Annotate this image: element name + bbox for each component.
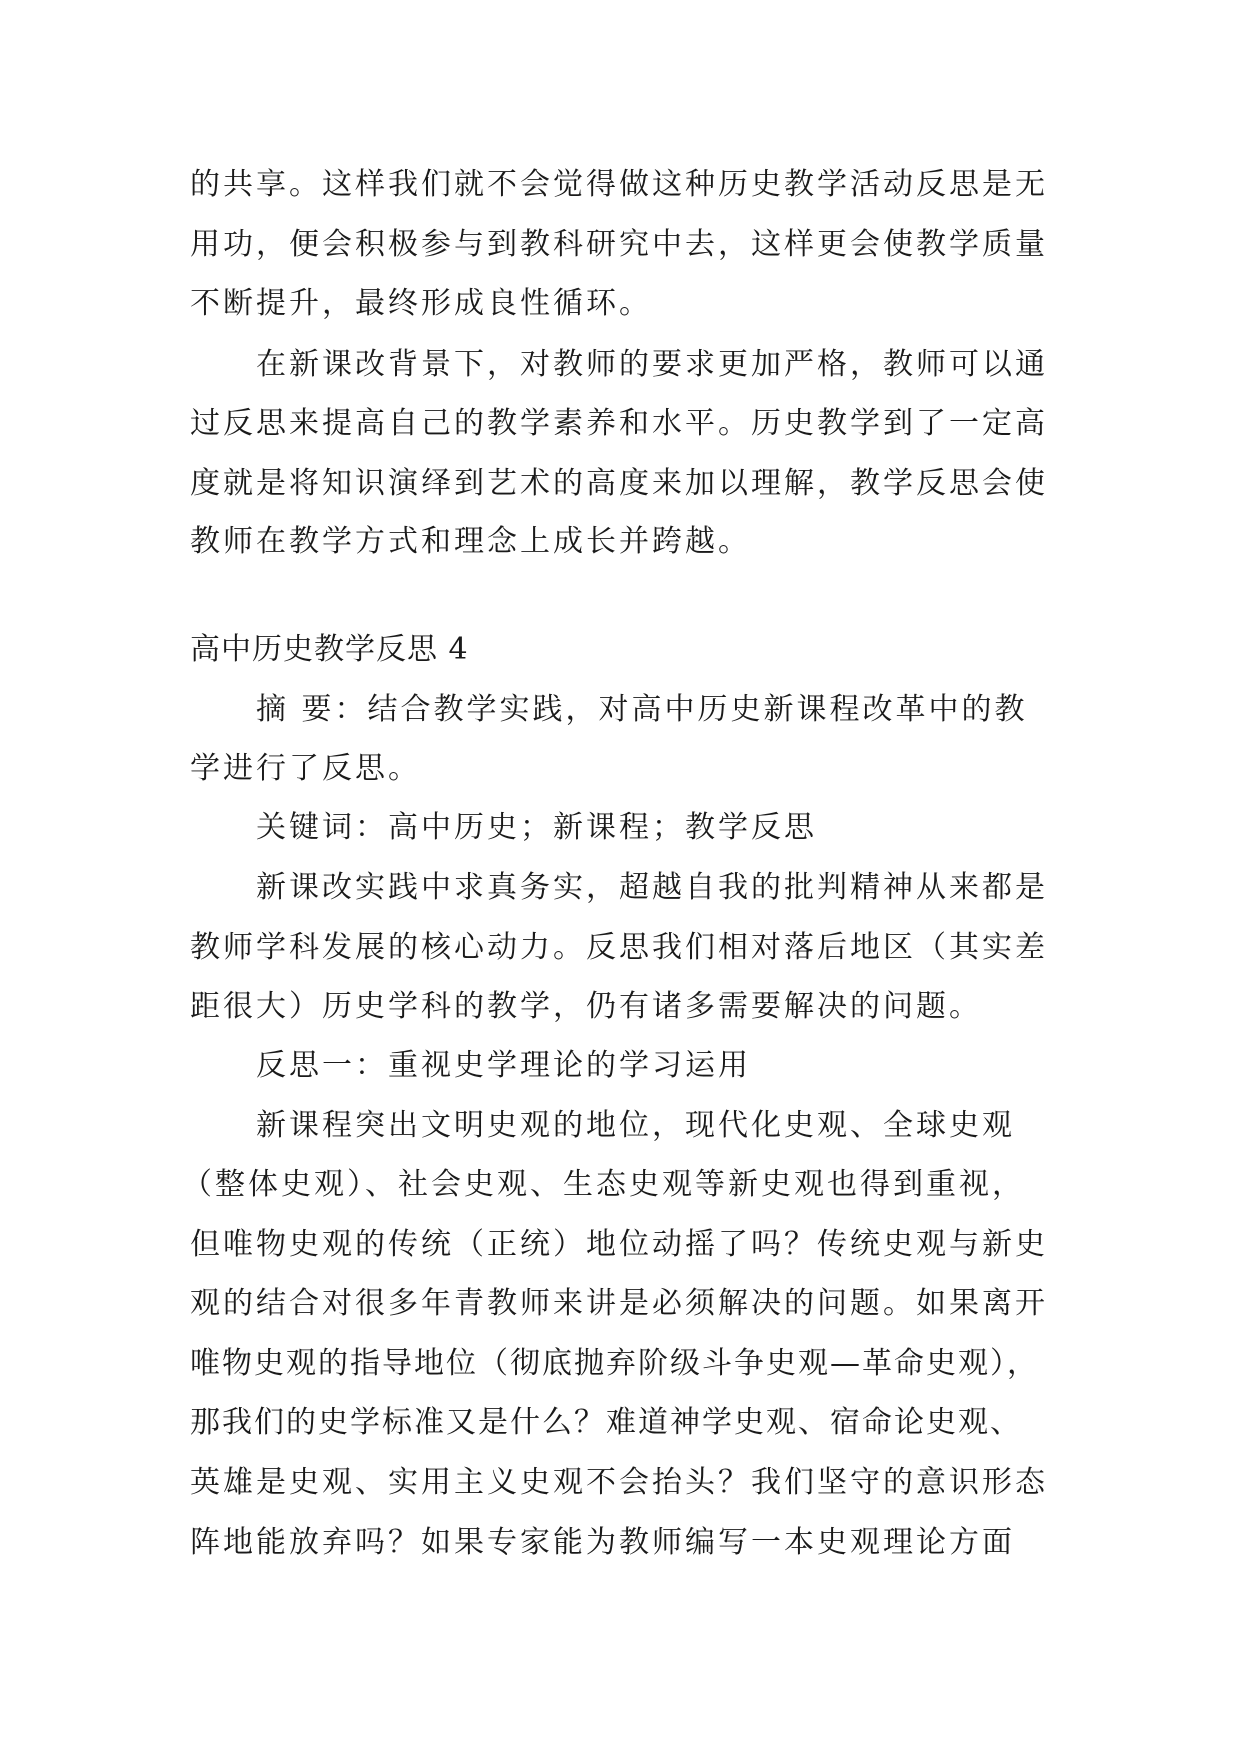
- body-text-line: 但唯物史观的传统（正统）地位动摇了吗？传统史观与新史: [190, 1227, 1048, 1262]
- body-text-line: 用功，便会积极参与到教科研究中去，这样更会使教学质量: [190, 227, 1048, 262]
- body-text-line: （整体史观）、社会史观、生态史观等新史观也得到重视，: [182, 1167, 1025, 1202]
- body-text-line: 观的结合对很多年青教师来讲是必须解决的问题。如果离开: [190, 1286, 1048, 1321]
- body-text-line: 过反思来提高自己的教学素养和水平。历史教学到了一定高: [190, 406, 1048, 441]
- subsection-heading: 反思一：重视史学理论的学习运用: [256, 1048, 751, 1083]
- paragraph-first-line: 新课改实践中求真务实，超越自我的批判精神从来都是: [256, 870, 1048, 905]
- body-text-line: 度就是将知识演绎到艺术的高度来加以理解，教学反思会使: [190, 466, 1048, 501]
- body-text-line: 距很大）历史学科的教学，仍有诸多需要解决的问题。: [190, 989, 982, 1024]
- paragraph-first-line: 新课程突出文明史观的地位，现代化史观、全球史观: [256, 1108, 1015, 1143]
- keywords-line: 关键词：高中历史；新课程；教学反思: [256, 810, 817, 845]
- body-text-line: 阵地能放弃吗？如果专家能为教师编写一本史观理论方面: [190, 1525, 1015, 1560]
- body-text-line: 不断提升，最终形成良性循环。: [190, 286, 652, 321]
- body-text-line: 那我们的史学标准又是什么？难道神学史观、宿命论史观、: [190, 1405, 1022, 1440]
- body-text-line: 唯物史观的指导地位（彻底抛弃阶级斗争史观—革命史观），: [190, 1346, 1039, 1381]
- body-text-line: 教师学科发展的核心动力。反思我们相对落后地区（其实差: [190, 930, 1048, 965]
- abstract-line: 摘 要：结合教学实践，对高中历史新课程改革中的教: [256, 692, 1028, 727]
- body-text-line: 的共享。这样我们就不会觉得做这种历史教学活动反思是无: [190, 167, 1048, 202]
- body-text-line: 英雄是史观、实用主义史观不会抬头？我们坚守的意识形态: [190, 1465, 1048, 1500]
- abstract-line: 学进行了反思。: [190, 751, 421, 786]
- body-text-line: 教师在教学方式和理念上成长并跨越。: [190, 524, 751, 559]
- section-heading: 高中历史教学反思 4: [190, 632, 469, 667]
- paragraph-first-line: 在新课改背景下，对教师的要求更加严格，教师可以通: [256, 347, 1048, 382]
